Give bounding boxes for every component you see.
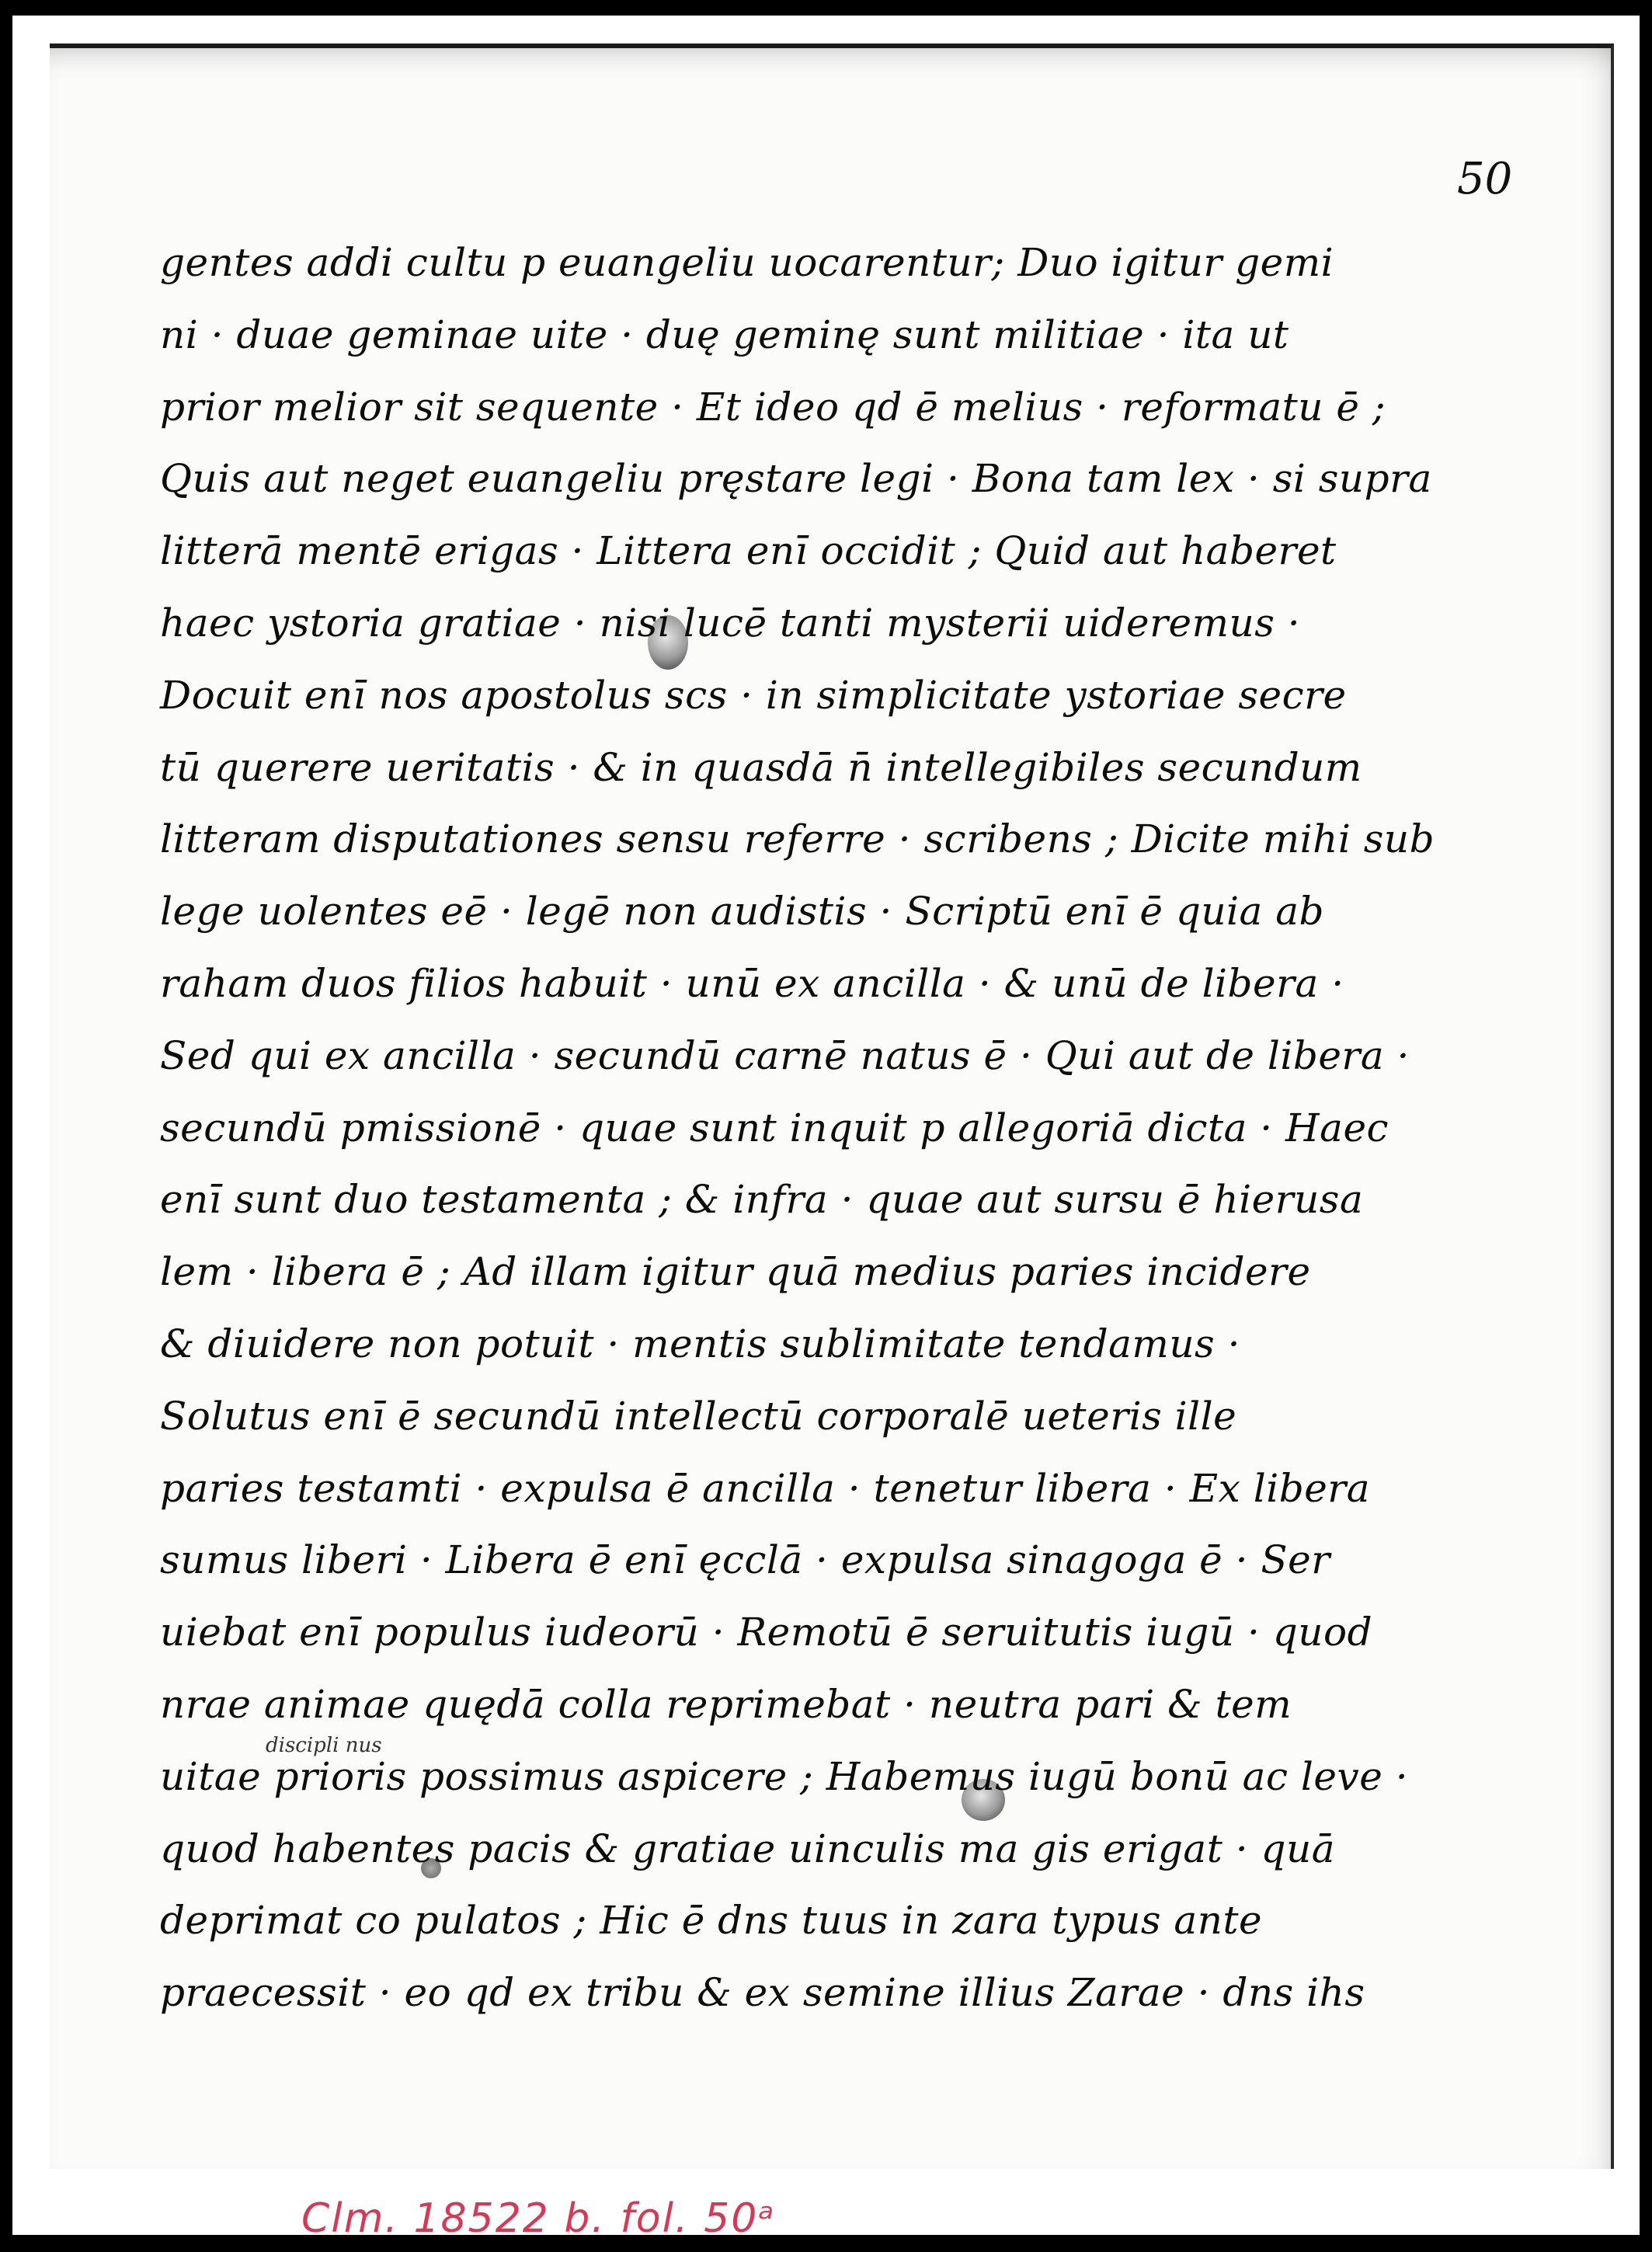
text-line: Quis aut neget euangeliu pręstare legi · Bona tam lex · si supra <box>160 456 1432 502</box>
text-line: tū querere ueritatis · & in quasdā n̄ intellegibiles secundum <box>160 744 1362 790</box>
text-line: litterā mentē erigas · Littera enī occidit ; Quid aut haberet <box>160 528 1337 574</box>
text-line: haec ystoria gratiae · nisi lucē tanti mysterii uideremus · <box>160 600 1301 646</box>
text-line: quod habentes pacis & gratiae uinculis ma gis erigat · quā <box>160 1826 1336 1871</box>
text-line: ni · duae geminae uite · duę geminę sunt militiae · ita ut <box>160 312 1289 357</box>
text-line: raham duos filios habuit · unū ex ancilla · & unū de libera · <box>160 960 1344 1006</box>
photo-frame <box>12 16 1640 2235</box>
text-line: nrae animae quędā colla reprimebat · neutra pari & tem <box>160 1681 1292 1727</box>
text-line: praecessit · eo qd ex tribu & ex semine illius Zarae · dns ihs <box>160 1970 1365 2016</box>
text-line: & diuidere non potuit · mentis sublimitate tendamus · <box>160 1321 1240 1366</box>
shelfmark-annotation: Clm. 18522 b. fol. 50ᵃ <box>301 2195 776 2235</box>
text-line: Solutus enī ē secundū intellectū corporalē ueteris ille <box>160 1393 1237 1439</box>
text-block <box>160 227 1435 2029</box>
text-line: lege uolentes eē · legē non audistis · Scriptū enī ē quia ab <box>160 889 1325 935</box>
text-line: secundū pmissionē · quae sunt inquit p allegoriā dicta · Haec <box>160 1105 1389 1150</box>
text-line: sumus liberi · Libera ē enī ęcclā · expulsa sinagoga ē · Ser <box>160 1537 1330 1583</box>
text-line: prior melior sit sequente · Et ideo qd ē melius · reformatu ē ; <box>160 384 1386 430</box>
text-line: uitae prioris possimus aspicere ; Habemus iugū bonū ac leve · <box>160 1753 1409 1799</box>
text-line: Docuit enī nos apostolus scs · in simplicitate ystoriae secre <box>160 672 1347 718</box>
text-line: deprimat co pulatos ; Hic ē dns tuus in zara typus ante <box>160 1898 1263 1944</box>
text-line: lem · libera ē ; Ad illam igitur quā medius paries incidere <box>160 1249 1311 1295</box>
text-line: paries testamti · expulsa ē ancilla · tenetur libera · Ex libera <box>160 1465 1371 1511</box>
interlinear-gloss: discipli nus <box>266 1734 382 1757</box>
text-line: litteram disputationes sensu referre · scribens ; Dicite mihi sub <box>160 816 1435 862</box>
text-line: uiebat enī populus iudeorū · Remotū ē seruitutis iugū · quod <box>160 1610 1373 1655</box>
text-line: enī sunt duo testamenta ; & infra · quae aut sursu ē hierusa <box>160 1177 1364 1223</box>
text-line: Sed qui ex ancilla · secundū carnē natus ē · Qui aut de libera · <box>160 1032 1410 1078</box>
text-line: gentes addi cultu p euangeliu uocarentur; Duo igitur gemi <box>160 240 1334 285</box>
folio-number: 50 <box>1457 154 1513 204</box>
manuscript-leaf <box>50 44 1614 2169</box>
